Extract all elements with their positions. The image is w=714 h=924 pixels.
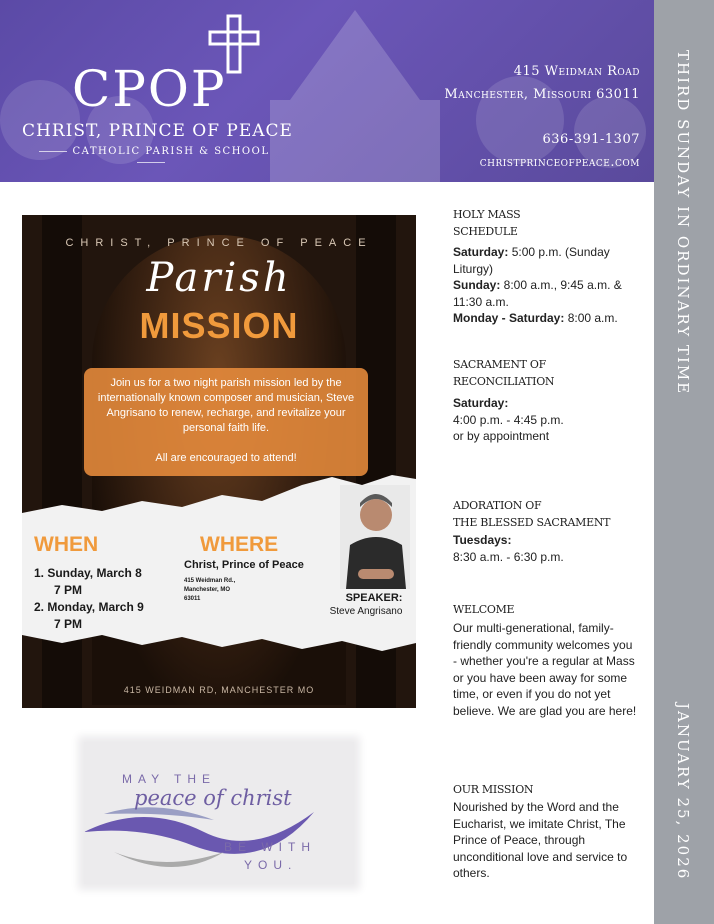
logo-text: CPOP xyxy=(72,60,227,118)
where-heading: WHERE xyxy=(200,533,279,556)
reconciliation-heading: SACRAMENT OF RECONCILIATION xyxy=(453,358,555,388)
when-item-2-time: 7 PM xyxy=(54,617,83,631)
where-name: Christ, Prince of Peace xyxy=(184,559,304,571)
peace-graphic xyxy=(84,742,354,884)
welcome-text: Our multi-generational, family-friendly community welcomes you - whether you're a regular at Mass or you have been away for some time, or even if you do not yet believe. We are glad you are here! xyxy=(453,621,637,718)
address-line-2: Manchester, Missouri 63011 xyxy=(444,87,640,102)
when-list xyxy=(34,565,144,633)
welcome-heading: WELCOME xyxy=(453,603,515,616)
bulletin-date: JANUARY 25, 2026 xyxy=(674,703,692,881)
mission-heading: OUR MISSION xyxy=(453,783,534,796)
when-item-2: 2. Monday, March 9 xyxy=(34,600,144,614)
mass-schedule: Saturday: 5:00 p.m. (Sunday Liturgy) Sunday: 8:00 a.m., 9:45 a.m. & 11:30 a.m. Monday - Saturday: 8:00 a.m. xyxy=(453,245,622,325)
phone-number[interactable]: 636-391-1307 xyxy=(542,132,640,147)
mass-heading: HOLY MASS SCHEDULE xyxy=(453,208,521,238)
speaker-heading: SPEAKER: xyxy=(345,592,403,604)
website-link[interactable]: christprinceofpeace.com xyxy=(479,155,640,170)
parish-name: CHRIST, PRINCE OF PEACE xyxy=(22,121,293,141)
liturgical-day: THIRD SUNDAY IN ORDINARY TIME xyxy=(674,50,692,396)
parish-mission-flyer xyxy=(22,215,416,708)
flyer-church-name: CHRIST, PRINCE OF PEACE xyxy=(65,237,373,249)
peace-be-with: BE WITH xyxy=(224,840,316,854)
flyer-parish: Parish xyxy=(146,255,292,301)
peace-script: peace of christ xyxy=(134,786,292,810)
when-heading: WHEN xyxy=(34,533,99,556)
adoration-info: Tuesdays: 8:30 a.m. - 6:30 p.m. xyxy=(453,533,564,564)
when-item-1: 1. Sunday, March 8 xyxy=(34,566,142,580)
flyer-invite-text: Join us for a two night parish mission led by the internationally known composer and musician, Steve Angrisano to renew, recharge, and revitalize your personal faith life. xyxy=(97,377,355,434)
parish-subtitle: CATHOLIC PARISH & SCHOOL xyxy=(20,146,282,168)
peace-you: YOU. xyxy=(244,858,298,872)
reconciliation-info: Saturday: 4:00 p.m. - 4:45 p.m. or by appointment xyxy=(453,396,564,443)
where-address: 415 Weidman Rd., Manchester, MO 63011 xyxy=(184,578,236,602)
when-item-1-time: 7 PM xyxy=(54,583,83,597)
flyer-footer-address: 415 WEIDMAN RD, MANCHESTER MO xyxy=(123,685,315,695)
header-banner xyxy=(0,0,654,182)
flyer-mission: MISSION xyxy=(139,305,299,346)
speaker-photo xyxy=(340,485,410,589)
mission-text: Nourished by the Word and the Eucharist, we imitate Christ, The Prince of Peace, through unconditional love and service to others. xyxy=(453,800,628,880)
adoration-heading: ADORATION OF THE BLESSED SACRAMENT xyxy=(453,499,611,529)
peace-may-the: MAY THE xyxy=(122,772,217,786)
speaker-name: Steve Angrisano xyxy=(329,606,403,617)
address-line-1: 415 Weidman Road xyxy=(513,64,640,79)
flyer-encouraged-text: All are encouraged to attend! xyxy=(155,452,297,464)
